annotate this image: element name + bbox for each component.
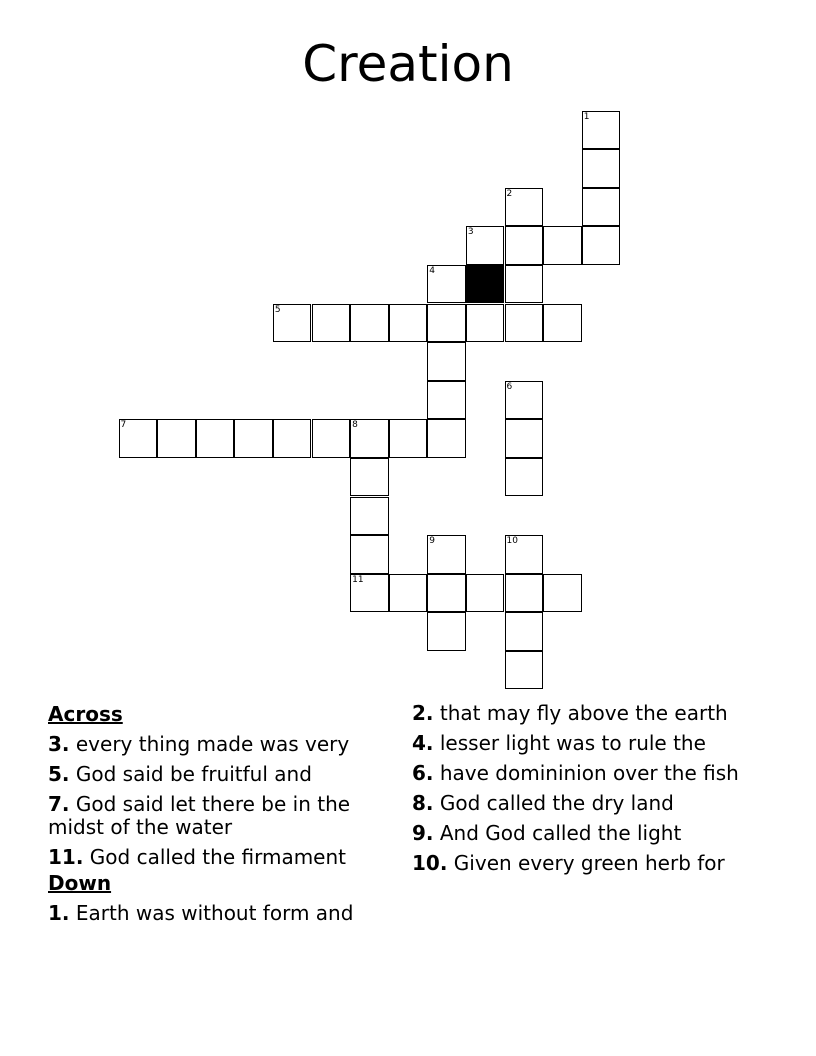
clue-number: 4. [412,731,434,755]
grid-cell[interactable] [273,304,312,343]
clue-text: God called the firmament [89,845,346,869]
clue-down-10 [412,852,772,875]
clue-across-11 [48,846,393,869]
clue-text: God said be fruitful and [75,762,312,786]
grid-cell[interactable] [427,612,466,651]
clue-text: God said let there be in the midst of the water [48,792,351,839]
clue-number-label: 11 [352,574,364,585]
clues-right-column [412,702,772,882]
page-title: Creation [302,35,514,93]
grid-cell[interactable] [427,304,466,343]
grid-cell[interactable] [312,419,351,458]
clue-number-label: 1 [583,111,590,122]
grid-cell[interactable] [350,497,389,536]
clue-number: 11. [48,845,84,869]
clue-number: 6. [412,761,434,785]
grid-cell[interactable] [582,226,621,265]
grid-cell[interactable] [505,535,544,574]
clue-across-3 [48,733,393,756]
clue-down-2 [412,702,772,725]
clue-across-7 [48,793,393,839]
grid-cell[interactable] [582,149,621,188]
down-heading: Down [48,871,112,895]
clue-down-1 [48,902,393,925]
grid-cell[interactable] [505,304,544,343]
grid-cell[interactable] [427,419,466,458]
grid-cell[interactable] [427,381,466,420]
clue-down-4 [412,732,772,755]
clue-number: 9. [412,821,434,845]
clue-number: 7. [48,792,70,816]
grid-cell[interactable] [505,381,544,420]
clue-text: that may fly above the earth [439,701,728,725]
clue-number-label: 10 [506,536,518,547]
grid-cell[interactable] [389,419,428,458]
grid-cell[interactable] [466,304,505,343]
clue-number-label: 3 [467,227,474,238]
clue-text: lesser light was to rule the [439,731,706,755]
grid-cell[interactable] [350,419,389,458]
clue-down-9 [412,822,772,845]
clue-number: 3. [48,732,70,756]
grid-cell[interactable] [505,188,544,227]
grid-cell[interactable] [543,304,582,343]
grid-cell[interactable] [543,574,582,613]
grid-cell[interactable] [582,188,621,227]
clue-number-label: 7 [120,420,127,431]
grid-cell[interactable] [505,458,544,497]
grid-cell[interactable] [505,612,544,651]
clues-left-column [48,702,393,932]
grid-cell[interactable] [350,458,389,497]
grid-cell[interactable] [157,419,196,458]
clue-text: God called the dry land [439,791,674,815]
grid-cell[interactable] [312,304,351,343]
grid-cell[interactable] [196,419,235,458]
grid-cell[interactable] [543,226,582,265]
grid-cell[interactable] [505,574,544,613]
grid-cell[interactable] [427,574,466,613]
clue-down-6 [412,762,772,785]
grid-cell[interactable] [350,574,389,613]
clue-number: 10. [412,851,448,875]
clue-text: every thing made was very [75,732,350,756]
clue-number: 2. [412,701,434,725]
clue-down-8 [412,792,772,815]
grid-cell[interactable] [505,226,544,265]
clue-text: Earth was without form and [75,901,354,925]
clue-number: 8. [412,791,434,815]
clue-number-label: 9 [429,536,436,547]
across-heading: Across [48,702,123,726]
black-square [466,265,505,304]
grid-cell[interactable] [427,535,466,574]
grid-cell[interactable] [234,419,273,458]
grid-cell[interactable] [273,419,312,458]
clue-number-label: 2 [506,188,513,199]
grid-cell[interactable] [389,304,428,343]
clue-across-5 [48,763,393,786]
clue-text: Given every green herb for [453,851,725,875]
grid-cell[interactable] [582,111,621,150]
clue-number-label: 4 [429,265,436,276]
grid-cell[interactable] [505,419,544,458]
grid-cell[interactable] [427,342,466,381]
grid-cell[interactable] [505,265,544,304]
grid-cell[interactable] [466,226,505,265]
grid-cell[interactable] [389,574,428,613]
clue-number-label: 5 [274,304,281,315]
clue-number-label: 6 [506,381,513,392]
clue-number: 5. [48,762,70,786]
grid-cell[interactable] [119,419,158,458]
grid-cell[interactable] [505,651,544,690]
clue-number-label: 8 [352,420,358,431]
grid-cell[interactable] [466,574,505,613]
clue-text: And God called the light [439,821,682,845]
clue-text: have domininion over the fish [439,761,739,785]
clue-number: 1. [48,901,70,925]
grid-cell[interactable] [350,304,389,343]
grid-cell[interactable] [427,265,466,304]
grid-cell[interactable] [350,535,389,574]
